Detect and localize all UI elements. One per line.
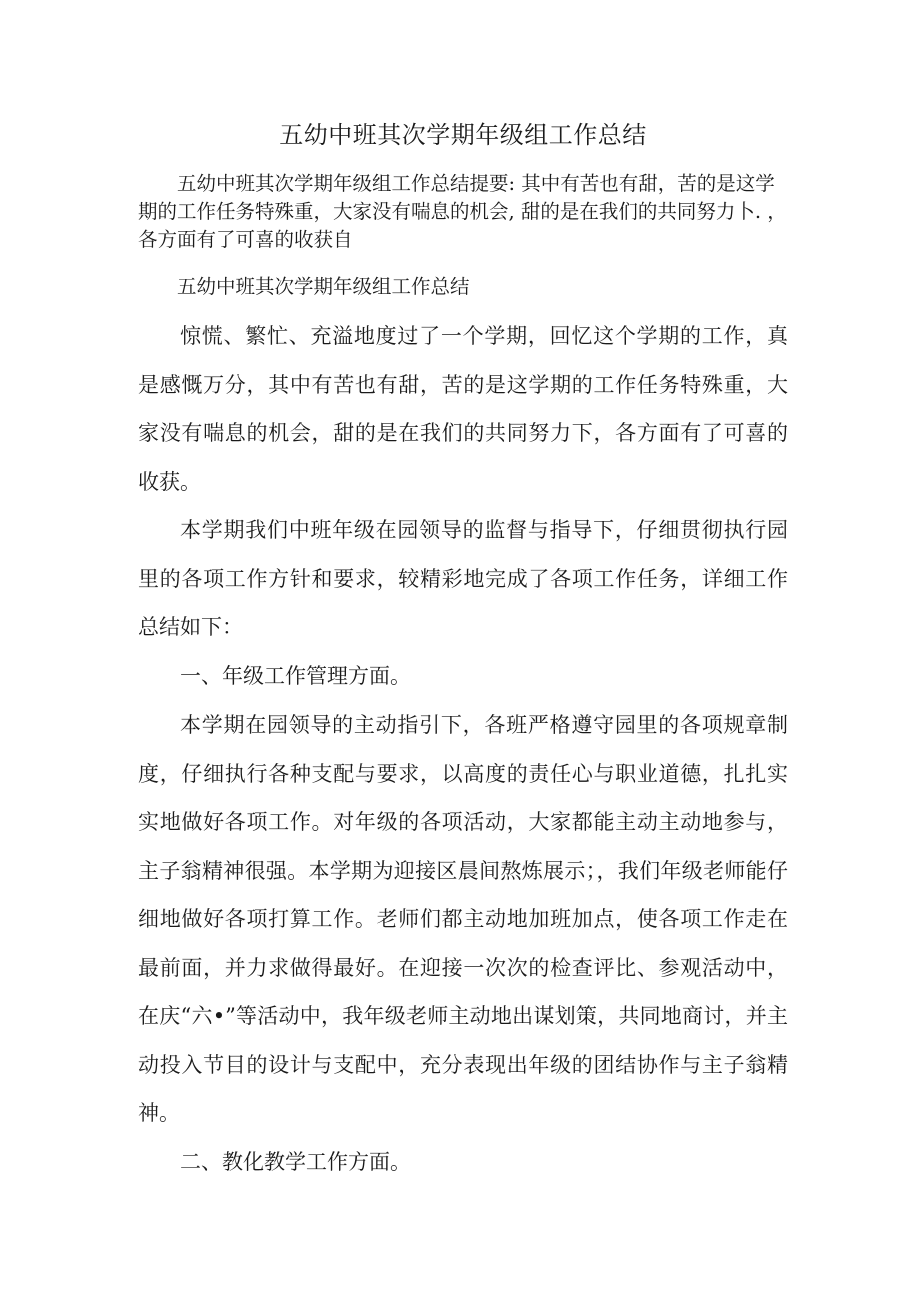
document-title: 五幼中班其次学期年级组工作总结 [279,121,647,149]
document-subtitle: 五幼中班其次学期年级组工作总结 [177,275,470,298]
section-heading-teaching: 二、教化教学工作方面。 [180,1150,411,1174]
paragraph-management: 本学期在园领导的主动指引下，各班严格遵守园里的各项规章制度，仔细执行各种支配与要求，以高度的责任心与职业道德，扎扎实实地做好各项工作。对年级的各项活动，大家都能主动主动地参与，主子翁精神很强。本学期为迎接区晨间熬炼展示；，我们年级老师能仔细地做好各项打算工作。老师们都主动地加班加点，使各项工作走在最前面，并力求做得最好。在迎接一次次的检查评比、参观活动中，在庆“六•”等活动中，我年级老师主动地出谋划策，共同地商讨，并主动投入节目的设计与支配中，充分表现出年级的团结协作与主子翁精神。 [138,713,788,1125]
paragraph-overview: 本学期我们中班年级在园领导的监督与指导下，仔细贯彻执行园里的各项工作方针和要求，较精彩地完成了各项工作任务，详细工作总结如下： [138,518,788,639]
paragraph-intro: 惊慌、繁忙、充溢地度过了一个学期，回忆这个学期的工作，真是感慨万分，其中有苦也有甜，苦的是这学期的工作任务特殊重，大家没有喘息的机会，甜的是在我们的共同努力下，各方面有了可喜的收获。 [138,324,788,494]
section-heading-management: 一、年级工作管理方面。 [180,664,411,688]
document-abstract: 五幼中班其次学期年级组工作总结提要: 其中有苦也有甜，苦的是这学期的工作任务特殊重，大家没有喘息的机会, 甜的是在我们的共同努力卜. ，各方面有了可喜的收获自 [138,172,787,251]
